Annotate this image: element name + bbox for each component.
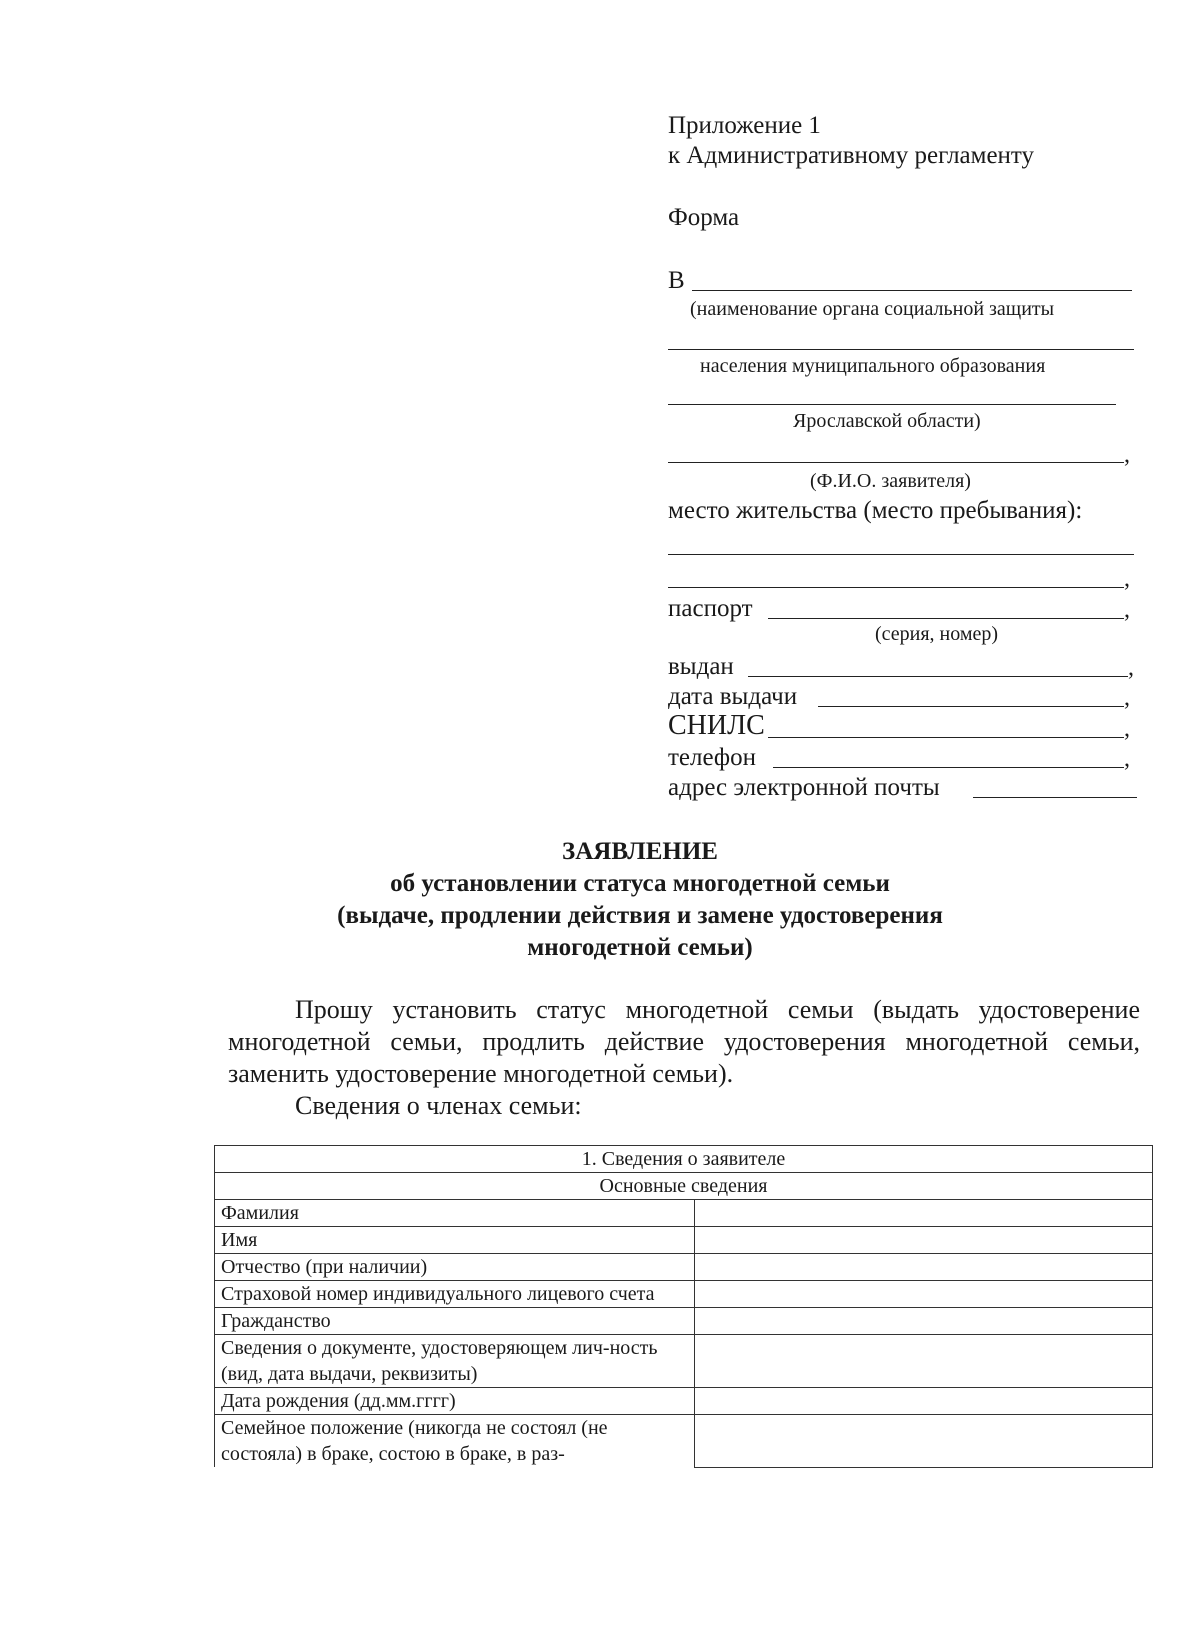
request-line-2: многодетной семьи, продлить действие удостоверения многодетной семьи,	[228, 1027, 1140, 1056]
comma: ,	[1124, 685, 1130, 711]
comma: ,	[1124, 746, 1130, 772]
statement-subtitle-2: (выдаче, продлении действия и замене удостоверения	[337, 902, 943, 929]
table-row	[215, 1335, 1153, 1388]
passport-hint: (серия, номер)	[875, 623, 999, 645]
organ-hint-2: населения муниципального образования	[700, 355, 1046, 377]
email-line[interactable]	[973, 797, 1137, 798]
row-value[interactable]	[695, 1227, 1153, 1254]
row-value[interactable]	[695, 1388, 1153, 1415]
organ-hint-1: (наименование органа социальной защиты	[690, 298, 1055, 320]
row-value[interactable]	[695, 1415, 1153, 1468]
row-value[interactable]	[695, 1200, 1153, 1227]
family-info-heading: Сведения о членах семьи:	[295, 1091, 582, 1120]
row-value[interactable]	[695, 1335, 1153, 1388]
organ-line-1[interactable]	[692, 290, 1132, 291]
phone-line[interactable]	[773, 767, 1124, 768]
residence-line-2[interactable]	[668, 587, 1124, 588]
row-value[interactable]	[695, 1281, 1153, 1308]
comma: ,	[1124, 566, 1130, 592]
row-value[interactable]	[695, 1308, 1153, 1335]
fio-hint: (Ф.И.О. заявителя)	[810, 470, 971, 492]
comma: ,	[1128, 655, 1134, 681]
snils-label: СНИЛС	[668, 710, 765, 741]
row-value[interactable]	[695, 1254, 1153, 1281]
row-label: Фамилия	[215, 1200, 695, 1227]
table-row	[215, 1200, 1153, 1227]
table-row	[215, 1308, 1153, 1335]
statement-subtitle-3: многодетной семьи)	[527, 934, 753, 961]
applicant-name-line[interactable]	[668, 462, 1124, 463]
passport-label: паспорт	[668, 595, 753, 622]
issued-by-label: выдан	[668, 653, 734, 680]
residence-label: место жительства (место пребывания):	[668, 497, 1083, 524]
organ-hint-3: Ярославской области)	[793, 410, 981, 432]
request-line-1: Прошу установить статус многодетной семьи (выдать удостоверение	[295, 995, 1140, 1024]
email-label: адрес электронной почты	[668, 774, 940, 801]
row-label: Имя	[215, 1227, 695, 1254]
to-prefix: В	[668, 267, 685, 294]
snils-line[interactable]	[768, 737, 1124, 738]
form-label: Форма	[668, 204, 740, 231]
table-row	[215, 1254, 1153, 1281]
table-row	[215, 1415, 1153, 1468]
row-label: Сведения о документе, удостоверяющем лич-ность (вид, дата выдачи, реквизиты)	[215, 1335, 695, 1388]
comma: ,	[1124, 597, 1130, 623]
phone-label: телефон	[668, 744, 756, 771]
passport-line[interactable]	[768, 618, 1124, 619]
table-row	[215, 1227, 1153, 1254]
issued-by-line[interactable]	[748, 676, 1128, 677]
issue-date-label: дата выдачи	[668, 683, 798, 710]
table-section-row	[215, 1146, 1153, 1173]
issue-date-line[interactable]	[818, 706, 1124, 707]
table-subsection-row	[215, 1173, 1153, 1200]
request-line-3: заменить удостоверение многодетной семьи).	[228, 1059, 734, 1088]
residence-line-1[interactable]	[668, 554, 1134, 555]
row-label: Отчество (при наличии)	[215, 1254, 695, 1281]
row-label: Дата рождения (дд.мм.гггг)	[215, 1388, 695, 1415]
row-label: Гражданство	[215, 1308, 695, 1335]
section-title: 1. Сведения о заявителе	[215, 1146, 1153, 1173]
statement-title: ЗАЯВЛЕНИЕ	[562, 838, 718, 865]
comma: ,	[1124, 716, 1130, 742]
row-label: Семейное положение (никогда не состоял (не состояла) в браке, состою в браке, в раз-	[215, 1415, 695, 1468]
statement-subtitle-1: об установлении статуса многодетной семьи	[390, 870, 890, 897]
table-row	[215, 1388, 1153, 1415]
table-row	[215, 1281, 1153, 1308]
organ-line-2[interactable]	[668, 349, 1134, 350]
appendix-reference: к Административному регламенту	[668, 142, 1035, 169]
organ-line-3[interactable]	[668, 404, 1116, 405]
applicant-info-table	[214, 1145, 1153, 1468]
subsection-title: Основные сведения	[215, 1173, 1153, 1200]
appendix-number: Приложение 1	[668, 112, 821, 139]
comma: ,	[1124, 442, 1130, 468]
row-label: Страховой номер индивидуального лицевого счета	[215, 1281, 695, 1308]
